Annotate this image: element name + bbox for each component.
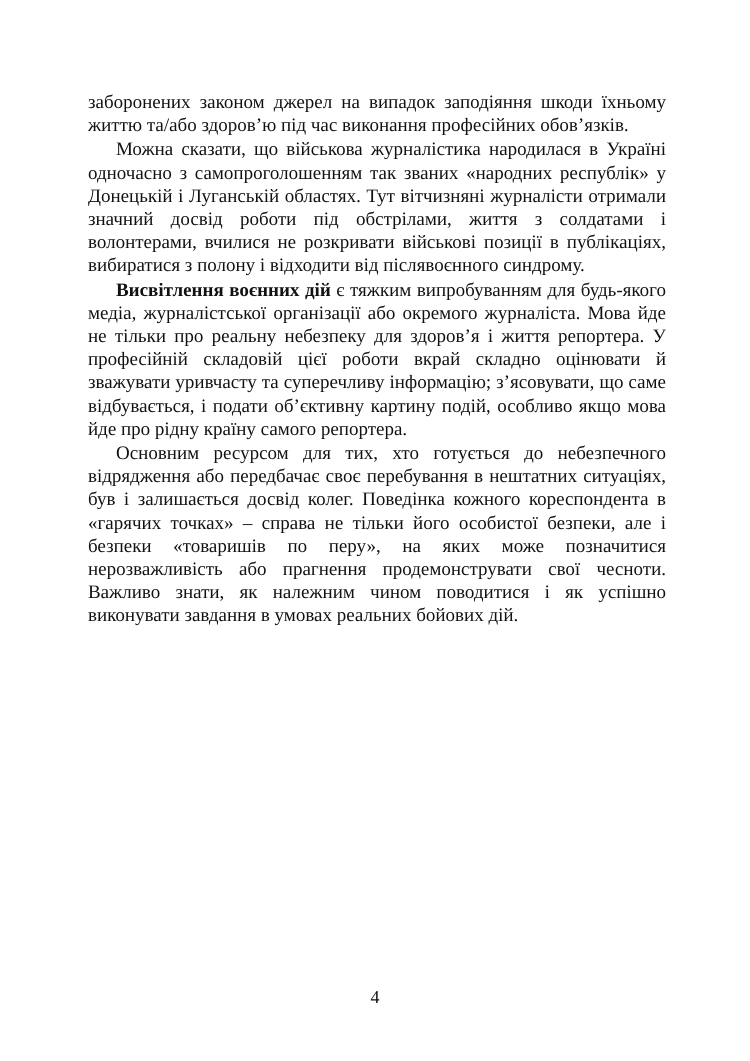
paragraph-military-journalism: Можна сказати, що військова журналістика народилася в Україні одночасно з самопроголошенням так званих «народних республік» у Донецькій і Луганській областях. Тут вітчизняні журналісти отримали значний досвід роботи під обстрілами, життя з солдатами і волонтерами, вчилися не розкривати військові позиції в публікаціях, вибиратися з полону і відходити від післявоєнного синдрому.: [88, 139, 666, 277]
war-coverage-bold-term: Висвітлення воєнних дій: [116, 279, 331, 301]
page-number: 4: [370, 987, 380, 1007]
war-coverage-text: є тяжким випробуванням для будь-якого медіа, журналістської організації або окремого журналіста. Мова йде не тільки про реальну небезпеку для здоров’я і життя репортера. У професійній складовій цієї роботи вкрай складно оцінювати й зважувати уривчасту та суперечливу інформацію; з’ясовувати, що саме відбувається, і подати об’єктивну картину подій, особливо якщо мова йде про рідну країну самого репортера.: [88, 279, 666, 440]
page-body: [88, 91, 666, 628]
paragraph-colleagues-experience: Основним ресурсом для тих, хто готується до небезпечного відрядження або передбачає своє перебування в нештатних ситуаціях, був і залишається досвід колег. Поведінка кожного кореспондента в «гарячих точках» – справа не тільки його особистої безпеки, але і безпеки «товаришів по перу», на яких може позначитися нерозважливість або прагнення продемонструвати свої чесноти. Важливо знати, як належним чином поводитися і як успішно виконувати завдання в умовах реальних бойових дій.: [88, 443, 666, 627]
paragraph-continuation: заборонених законом джерел на випадок заподіяння шкоди їхньому життю та/або здоров’ю під час виконання професійних обов’язків.: [88, 92, 666, 137]
paragraph-war-coverage: [88, 279, 666, 441]
